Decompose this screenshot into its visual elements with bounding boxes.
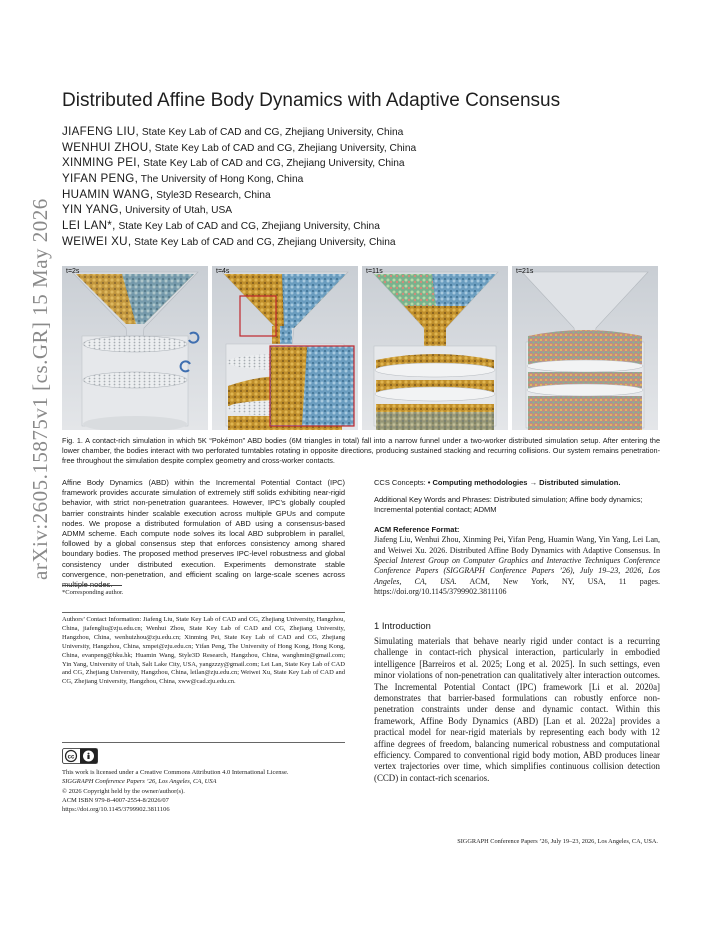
cc-by-badge[interactable] (62, 748, 98, 764)
license-block (62, 768, 352, 814)
panel-4-label-box (512, 266, 658, 430)
intro-text: Simulating materials that behave nearly rigid under contact is a recurring challenge in contact-rich physical interaction, particularly in embodied intelligence [Barreiros et al. 2025; Long et al. 2025]. In such settings, even minor violations of non-penetration can qualitatively alter interaction outcomes. The Incremental Potential Contact (IPC) framework [Li et al. 2020a] demonstrates that barrier-based formulations can robustly enforce non-penetration constraints under dense and dynamic contact. Within this framework, Affine Body Dynamics (ABD) [Lan et al. 2022a] provides a practical model for near-rigid materials by representing each body with 12 affine degrees of freedom, balancing numerical robustness and computational efficiency. Compared to conventional rigid body motion, ABD produces linear vertex trajectories over time, which simplifies continuous collision detection (CCD) in contact-rich scenarios. (374, 636, 660, 783)
author-affiliation: State Key Lab of CAD and CG, Zhejiang University, China (140, 158, 405, 170)
author-row (62, 187, 662, 203)
ccs-concepts (374, 478, 660, 488)
author-row (62, 234, 662, 250)
abstract: Affine Body Dynamics (ABD) within the Incremental Potential Contact (IPC) framework provides accurate simulation of extremely stiff solids exhibiting near-rigid behavior, with strict non-penetration guarantees. However, IPC’s globally coupled barrier constraints hinder scalable execution across multiple GPUs and compute nodes. We propose a distributed formulation of ABD using a consensus-based ADMM scheme. Each compute node solves its local ABD subproblem in parallel, followed by a global consensus step that enforces consistency among shared boundary bodies. The proposed method preserves IPC-level robustness and global consistency under distributed execution. Experiments demonstrate stable convergence, non-penetration, and efficient scaling on large-scale scenes across multiple nodes. (62, 478, 345, 590)
ccs-value: • Computing methodologies → Distributed simulation. (427, 478, 621, 487)
panel-1-label-box (62, 266, 208, 430)
paper-title: Distributed Affine Body Dynamics with Adaptive Consensus (62, 90, 561, 111)
footnote-rule (62, 585, 122, 586)
acm-ref-venue: Special Interest Group on Computer Graphics and Interactive Techniques Conference Conference Papers (SIGGRAPH Conference Papers ’26), July 19–23, 2026, Los Angeles, CA, USA. (374, 556, 660, 586)
license-line: This work is licensed under a Creative Commons Attribution 4.0 International License. (62, 769, 289, 776)
corresponding-note: *Corresponding author. (62, 589, 124, 596)
panel-3-label-box (362, 266, 508, 430)
contact-rule (62, 612, 345, 613)
panel-1-label: t=2s (66, 268, 80, 275)
figure-caption: Fig. 1. A contact-rich simulation in which 5K “Pokémon” ABD bodies (6M triangles in total) fall into a narrow funnel under a two-worker distributed simulation setup. After entering the lower chamber, the bodies interact with two perforated turntables rotating in opposite directions, producing sustained stacking and recurring collisions. Our system remains penetration-free throughout the simulation despite complex geometry and cross-worker contacts. (62, 436, 660, 465)
acm-ref-authors: Jiafeng Liu, Wenhui Zhou, Xinming Pei, Yifan Peng, Huamin Wang, Yin Yang, Lei Lan, and Weiwei Xu. 2026. Distributed Affine Body Dynamics with Adaptive Consensus. In (374, 535, 660, 555)
isbn-line: ACM ISBN 979-8-4007-2554-8/2026/07 (62, 796, 169, 804)
author-row (62, 202, 662, 218)
author-row (62, 218, 662, 234)
doi-line[interactable]: https://doi.org/10.1145/3799902.3811106 (62, 806, 170, 814)
author-list (62, 124, 662, 250)
contact-info: Authors’ Contact Information: Jiafeng Liu, State Key Lab of CAD and CG, Zhejiang University, Hangzhou, China, jiafengliu@zju.edu.cn; Wenhui Zhou, State Key Lab of CAD and CG, Zhejiang University, Hangzhou, China, wenhuizhou@zju.edu.cn; Xinming Pei, State Key Lab of CAD and CG, Zhejiang University, Hangzhou, China, xmpei@zju.edu.cn; Yifan Peng, The University of Hong Kong, Hong Kong, China, evanpeng@hku.hk; Huamin Wang, Style3D Research, Hangzhou, China, wanghmin@gmail.com; Yin Yang, University of Utah, Salt Lake City, USA, yangzzzy@gmail.com; Lei Lan, State Key Lab of CAD and CG, Zhejiang University, Hangzhou, China, leilan@zju.edu.cn; Weiwei Xu, State Key Lab of CAD and CG, Zhejiang University, Hangzhou, China, xww@cad.zju.edu.cn. (62, 616, 345, 686)
copyright-line: © 2026 Copyright held by the owner/author(s). (62, 787, 185, 795)
panel-2-label-box (212, 266, 358, 430)
panel-2-label: t=4s (216, 268, 230, 275)
arxiv-stamp (8, 198, 52, 580)
author-name: WEIWEI XU, (62, 234, 132, 248)
page-footer: SIGGRAPH Conference Papers ’26, July 19–23, 2026, Los Angeles, CA, USA. (457, 838, 658, 845)
acm-ref-heading: ACM Reference Format: (374, 525, 460, 534)
acm-ref-tail: ACM, New York, NY, USA, 11 pages. https://doi.org/10.1145/3799902.3811106 (374, 576, 660, 597)
author-name: YIN YANG, (62, 203, 123, 217)
acm-reference (374, 525, 660, 598)
author-row (62, 155, 662, 171)
intro-heading: 1 Introduction (374, 620, 431, 631)
acm-ref-body (374, 535, 660, 597)
panel-4-label: t=21s (516, 268, 534, 275)
author-affiliation: University of Utah, USA (122, 205, 233, 217)
keywords-label: Additional Key Words and Phrases: (374, 495, 492, 504)
author-name: YIFAN PENG, (62, 172, 139, 186)
author-row (62, 140, 662, 156)
panel-3-label: t=11s (366, 268, 383, 275)
author-row (62, 171, 662, 187)
teaser-figure (62, 266, 658, 430)
author-affiliation: State Key Lab of CAD and CG, Zhejiang University, China (151, 142, 417, 154)
author-affiliation: The University of Hong Kong, China (138, 174, 304, 186)
license-venue: SIGGRAPH Conference Papers ’26, Los Angeles, CA, USA (62, 778, 217, 786)
author-name: HUAMIN WANG, (62, 187, 154, 201)
keywords-value: Distributed simulation; Affine body dynamics; Incremental potential contact; ADMM (374, 495, 643, 515)
author-name: JIAFENG LIU, (62, 125, 140, 138)
license-rule (62, 742, 345, 743)
author-name: LEI LAN*, (62, 219, 116, 233)
author-row (62, 124, 662, 140)
author-affiliation: State Key Lab of CAD and CG, Zhejiang University, China (115, 221, 380, 233)
author-name: XINMING PEI, (62, 156, 141, 170)
svg-text:cc: cc (67, 754, 75, 761)
ccs-label: CCS Concepts: (374, 478, 426, 487)
arxiv-stamp-text: arXiv:2605.15875v1 [cs.GR] 15 May 2026 (28, 198, 52, 580)
author-affiliation: State Key Lab of CAD and CG, Zhejiang University, China (131, 236, 396, 248)
keywords (374, 495, 660, 515)
author-affiliation: Style3D Research, China (153, 189, 271, 201)
author-affiliation: State Key Lab of CAD and CG, Zhejiang University, China (139, 127, 404, 138)
author-name: WENHUI ZHOU, (62, 140, 152, 154)
